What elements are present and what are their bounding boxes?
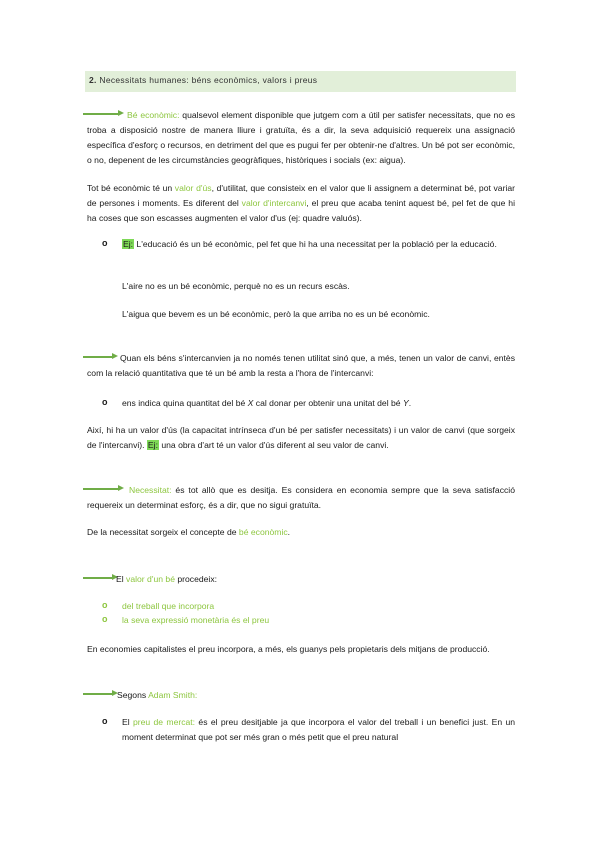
text: , d'utilitat, que consisteix en el valor que li assignem a determinat bé, pot variar de persones i moments. Es diferent del xyxy=(87,183,516,208)
definition-text: qualsevol element disponible que jutgem com a útil per satisfer necessitats, que no es troba a disposició nostre de manera lliure i gratuïta, és a dir, la seva adquisició requereix una assignació específica d'esforç o recursos, en detriment del que es pugui fer per obtenir-ne d'altres. Un bé pot ser econòmic, o no, depenent de les circumstàncies geogràfiques, històriques i socials (ex: aigua). xyxy=(87,110,515,165)
paragraph-valor-us xyxy=(87,181,515,226)
bullet-marker: o xyxy=(102,600,108,610)
text: ens indica quina quantitat del bé xyxy=(122,398,248,408)
term-valor-be: valor d'un bé xyxy=(126,574,175,584)
paragraph-intercanvi xyxy=(87,351,515,381)
ej-highlight: Ej: xyxy=(123,239,134,249)
bullet-marker: o xyxy=(102,716,108,726)
var-x: X xyxy=(247,398,254,408)
term-be-economic: bé econòmic xyxy=(238,527,288,537)
var-y: Y xyxy=(402,398,409,408)
paragraph-valor-be xyxy=(87,572,515,587)
heading-title: Necessitats humanes: béns econòmics, valors i preus xyxy=(99,75,318,85)
text: El xyxy=(122,717,133,727)
text: . xyxy=(287,527,291,537)
term-valor-us: valor d'ús xyxy=(174,183,212,193)
example-1 xyxy=(122,237,515,252)
text: cal donar per obtenir una unitat del bé xyxy=(253,398,403,408)
ej-highlight: Ej: xyxy=(147,440,158,450)
text: una obra d'art té un valor d'ús diferent al seu valor de canvi. xyxy=(158,440,389,450)
text: procedeix: xyxy=(174,574,218,584)
example-3: L'aigua que bevem es un bé econòmic, però la que arriba no es un bé econòmic. xyxy=(122,309,430,319)
paragraph-capitalistes: En economies capitalistes el preu incorpora, a més, els guanys pels propietaris dels mitjans de producció. xyxy=(87,644,490,654)
text: Així, hi ha un valor d'ús (la capacitat intrínseca d'un bé per satisfer necessitats) i un valor de canvi (que sorgeix de l'intercanvi). xyxy=(87,425,515,450)
list-item-treball: del treball que incorpora xyxy=(122,601,215,611)
example-2: L'aire no es un bé econòmic, perquè no es un recurs escàs. xyxy=(122,281,350,291)
example-text: L'educació és un bé econòmic, pel fet que hi ha una necessitat per la població per la educació. xyxy=(134,239,497,249)
list-item-preu: la seva expressió monetària és el preu xyxy=(122,615,270,625)
term-preu-mercat: preu de mercat: xyxy=(132,717,196,727)
term-valor-intercanvi: valor d'intercanvi xyxy=(241,198,307,208)
section-heading xyxy=(85,71,516,92)
paragraph-concepte xyxy=(87,525,515,540)
text: . xyxy=(408,398,412,408)
term-adam-smith: Adam Smith: xyxy=(148,690,198,700)
bullet-quantitat xyxy=(122,396,515,411)
text: De la necessitat sorgeix el concepte de xyxy=(87,527,239,537)
definition-necessitat xyxy=(87,483,515,513)
heading-number: 2. xyxy=(89,75,97,85)
text: Segons xyxy=(117,690,149,700)
bullet-marker: o xyxy=(102,238,108,248)
term-necessitat: Necessitat: xyxy=(129,485,172,495)
bullet-marker: o xyxy=(102,397,108,407)
definition-be-economic xyxy=(87,108,515,168)
definition-text: és tot allò que es desitja. Es considera en economia sempre que la seva satisfacció requereix un determinat esforç, és a dir, que no sigui gratuïta. xyxy=(87,485,515,510)
text: El xyxy=(116,574,127,584)
text: Quan els béns s'intercanvien ja no només tenen utilitat sinó que, a més, tenen un valor de canvi, entès com la relació quantitativa que té un bé amb la resta a l'hora de l'intercanvi: xyxy=(87,353,515,378)
paragraph-adam-smith xyxy=(87,688,515,703)
bullet-preu-mercat xyxy=(122,715,515,745)
paragraph-aixi xyxy=(87,423,515,453)
text: és el preu desitjable ja que incorpora el valor del treball i un benefici just. En un moment determinat que pot ser més gran o més petit que el preu natural xyxy=(122,717,516,742)
bullet-marker: o xyxy=(102,614,108,624)
text: Tot bé econòmic té un xyxy=(87,183,175,193)
text: , el preu que acaba tenint aquest bé, pel fet de que hi ha coses que son escasses augmenten el valor d'us (ej: quadre valuós). xyxy=(87,198,515,223)
term-be-economic: Bé econòmic: xyxy=(127,110,180,120)
